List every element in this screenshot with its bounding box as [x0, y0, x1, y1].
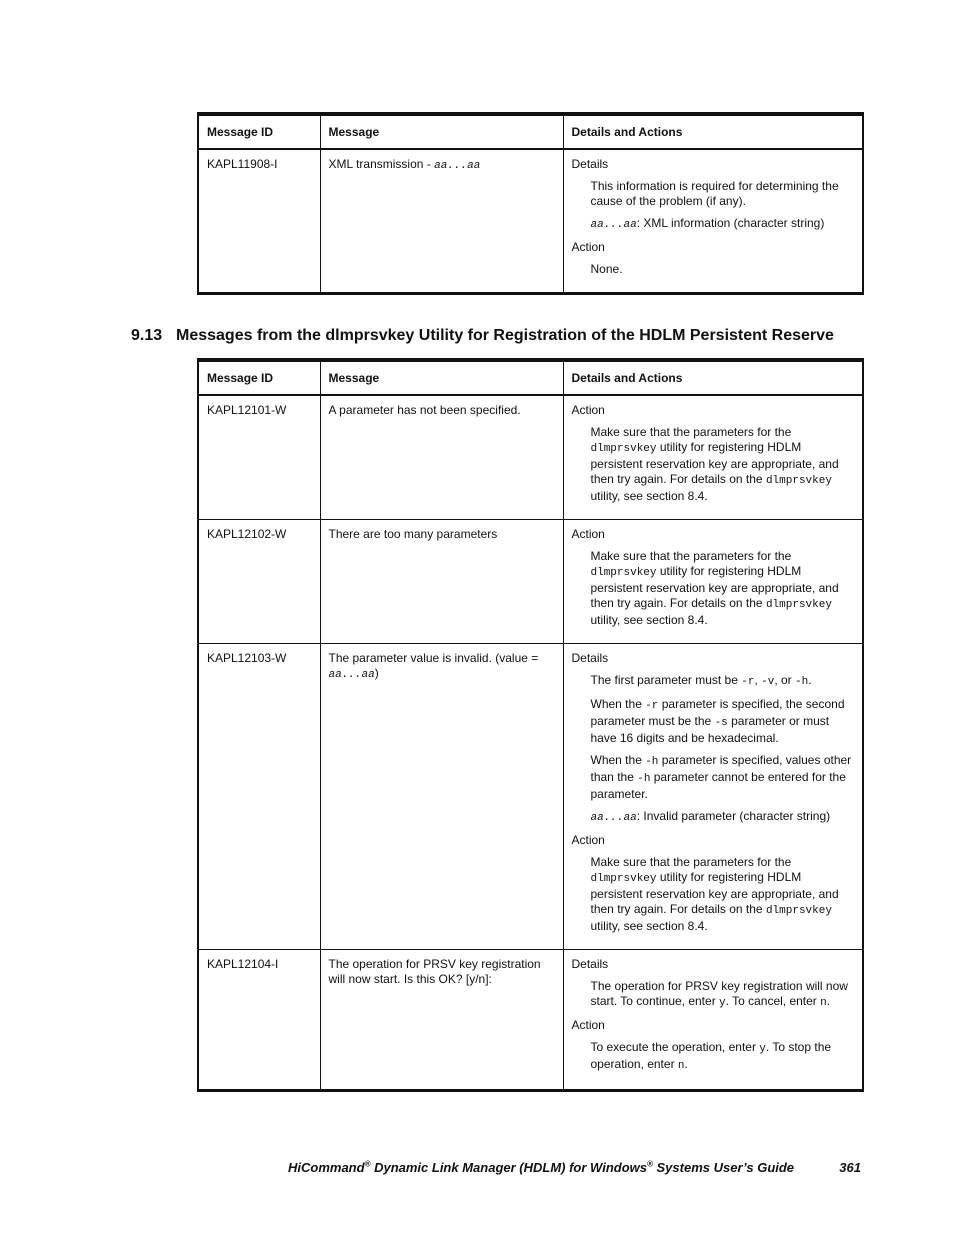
details-label: Details — [571, 957, 609, 971]
details-body: The operation for PRSV key registration will now start. To continue, enter y. To cancel, enter n. — [590, 979, 848, 1009]
table-row — [198, 520, 863, 644]
message-id-cell: KAPL12103-W — [198, 644, 320, 950]
page-number: 361 — [839, 1160, 861, 1175]
table-row — [198, 644, 863, 950]
action-body: Make sure that the parameters for the dlmprsvkey utility for registering HDLM persistent reservation key are appropriate, and then try again. For details on the dlmprsvkey utility, see section 8.4. — [590, 855, 839, 933]
action-label: Action — [571, 240, 605, 254]
header-details: Details and Actions — [563, 114, 863, 149]
table-header-row — [198, 114, 863, 149]
table-row — [198, 950, 863, 1091]
details-body: This information is required for determining the cause of the problem (if any). aa...aa: XML information (character string) — [590, 179, 839, 231]
details-cell — [563, 149, 863, 294]
details-label: Details — [571, 651, 609, 665]
header-message: Message — [320, 114, 563, 149]
action-label: Action — [571, 1018, 605, 1032]
section-title: 9.13 Messages from the dlmprsvkey Utility for Registration of the HDLM Persistent Reserve — [131, 327, 834, 344]
message-table-kapl119 — [197, 112, 864, 295]
action-body: None. — [590, 262, 623, 276]
message-table-kapl121 — [197, 358, 864, 1092]
action-label: Action — [571, 527, 605, 541]
action-body: Make sure that the parameters for the dlmprsvkey utility for registering HDLM persistent reservation key are appropriate, and then try again. For details on the dlmprsvkey utility, see section 8.4. — [590, 425, 839, 503]
details-body: The first parameter must be -r, -v, or -h. When the -r parameter is specified, the second parameter must be the -s parameter or must have 16 digits and be hexadecimal. When the -h parameter is specified, values other than the -h parameter cannot be entered for the parameter. aa...aa: Invalid parameter (character string) — [590, 673, 852, 824]
message-cell: The parameter value is invalid. (value = aa...aa) — [320, 644, 563, 950]
header-details: Details and Actions — [563, 360, 863, 395]
table-header-row — [198, 360, 863, 395]
message-id-cell: KAPL12102-W — [198, 520, 320, 644]
action-body: Make sure that the parameters for the dlmprsvkey utility for registering HDLM persistent reservation key are appropriate, and then try again. For details on the dlmprsvkey utility, see section 8.4. — [590, 549, 839, 627]
details-cell — [563, 395, 863, 520]
table-row — [198, 149, 863, 294]
action-label: Action — [571, 403, 605, 417]
message-cell: There are too many parameters — [320, 520, 563, 644]
details-cell — [563, 520, 863, 644]
message-cell: A parameter has not been specified. — [320, 395, 563, 520]
message-id-cell: KAPL12101-W — [198, 395, 320, 520]
header-message-id: Message ID — [198, 360, 320, 395]
message-cell: The operation for PRSV key registration will now start. Is this OK? [y/n]: — [320, 950, 563, 1091]
details-cell — [563, 950, 863, 1091]
action-label: Action — [571, 833, 605, 847]
details-label: Details — [571, 157, 609, 171]
message-id-cell: KAPL12104-I — [198, 950, 320, 1091]
header-message-id: Message ID — [198, 114, 320, 149]
table-row — [198, 395, 863, 520]
footer-title: HiCommand® Dynamic Link Manager (HDLM) for Windows® Systems User’s Guide — [288, 1159, 795, 1175]
message-cell: XML transmission - aa...aa — [320, 149, 563, 294]
details-cell — [563, 644, 863, 950]
message-id-cell: KAPL11908-I — [198, 149, 320, 294]
header-message: Message — [320, 360, 563, 395]
action-body: To execute the operation, enter y. To stop the operation, enter n. — [590, 1040, 832, 1072]
page-footer — [288, 1160, 861, 1175]
